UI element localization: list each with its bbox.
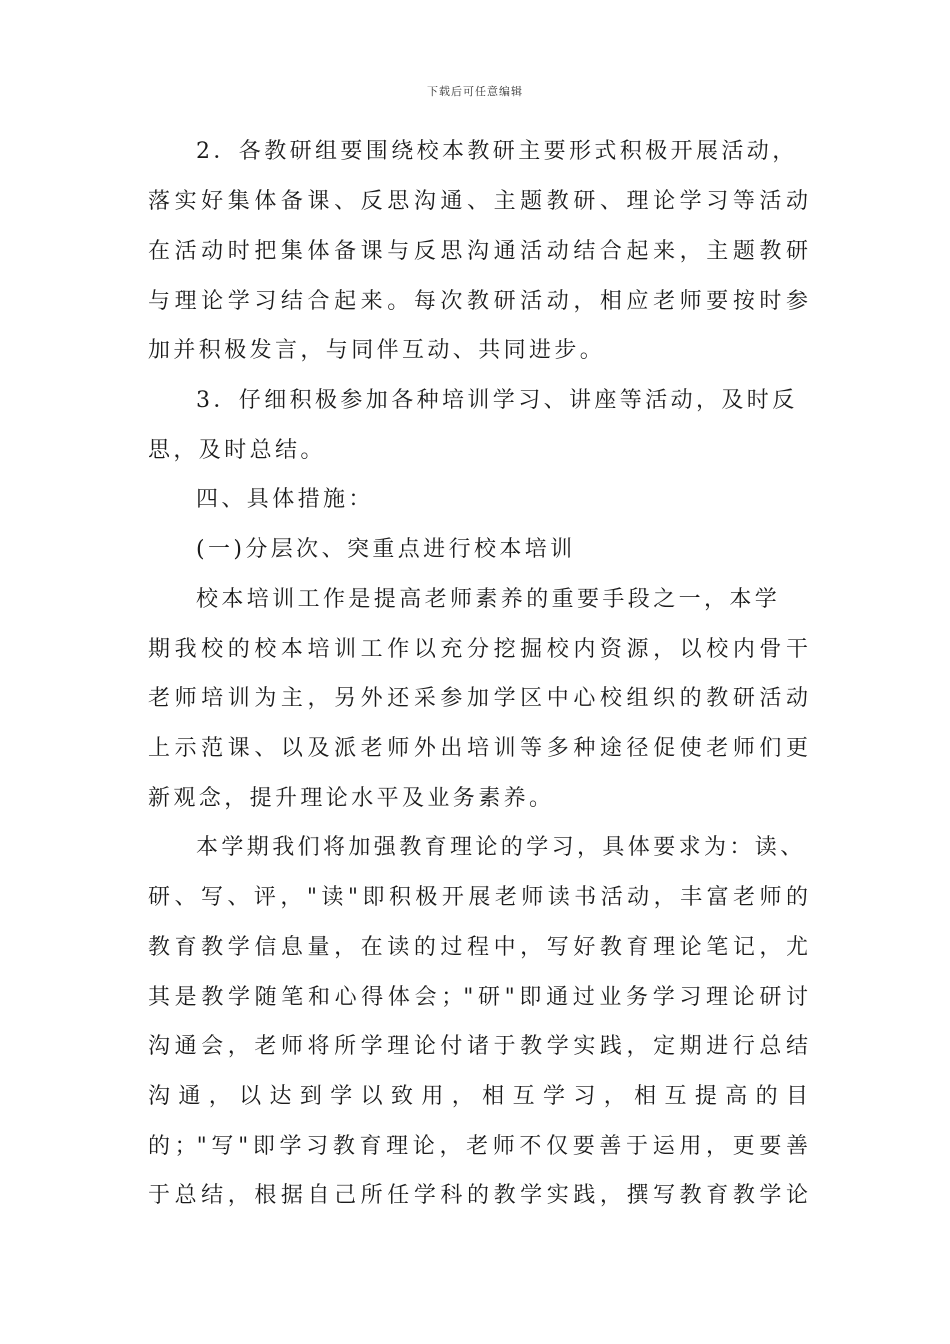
subsection-heading: (一)分层次、突重点进行校本培训 xyxy=(196,537,576,562)
section-heading: 四、具体措施： xyxy=(196,487,374,512)
text-line: 落实好集体备课、反思沟通、主题教研、理论学习等活动 xyxy=(148,189,808,214)
text-line: 研、写、评，"读"即积极开展老师读书活动，丰富老师的 xyxy=(148,885,808,910)
text-line: 本学期我们将加强教育理论的学习，具体要求为：读、 xyxy=(196,835,806,860)
text-line: 的；"写"即学习教育理论，老师不仅要善于运用，更要善 xyxy=(148,1134,808,1159)
text-line: 老师培训为主，另外还采参加学区中心校组织的教研活动 xyxy=(148,686,808,711)
text-line: 思，及时总结。 xyxy=(148,438,326,463)
text-line: 沟通，以达到学以致用，相互学习，相互提高的目 xyxy=(148,1084,808,1109)
text-line: 新观念，提升理论水平及业务素养。 xyxy=(148,786,555,811)
text-line: 与理论学习结合起来。每次教研活动，相应老师要按时参 xyxy=(148,289,808,314)
text-line: 在活动时把集体备课与反思沟通活动结合起来，主题教研 xyxy=(148,239,808,264)
text-line: 上示范课、以及派老师外出培训等多种途径促使老师们更 xyxy=(148,736,808,761)
text-line: 2．各教研组要围绕校本教研主要形式积极开展活动， xyxy=(196,139,798,164)
text-line: 于总结，根据自己所任学科的教学实践，撰写教育教学论 xyxy=(148,1183,808,1208)
text-line: 其是教学随笔和心得体会；"研"即通过业务学习理论研讨 xyxy=(148,985,808,1010)
text-line: 沟通会，老师将所学理论付诸于教学实践，定期进行总结 xyxy=(148,1034,808,1059)
page-header: 下载后可任意编辑 xyxy=(427,85,523,98)
text-line: 教育教学信息量，在读的过程中，写好教育理论笔记，尤 xyxy=(148,935,808,960)
text-line: 期我校的校本培训工作以充分挖掘校内资源，以校内骨干 xyxy=(148,637,808,662)
text-line: 加并积极发言，与同伴互动、共同进步。 xyxy=(148,338,606,363)
text-line: 校本培训工作是提高老师素养的重要手段之一，本学 xyxy=(196,587,781,612)
text-line: 3．仔细积极参加各种培训学习、讲座等活动，及时反 xyxy=(196,388,798,413)
